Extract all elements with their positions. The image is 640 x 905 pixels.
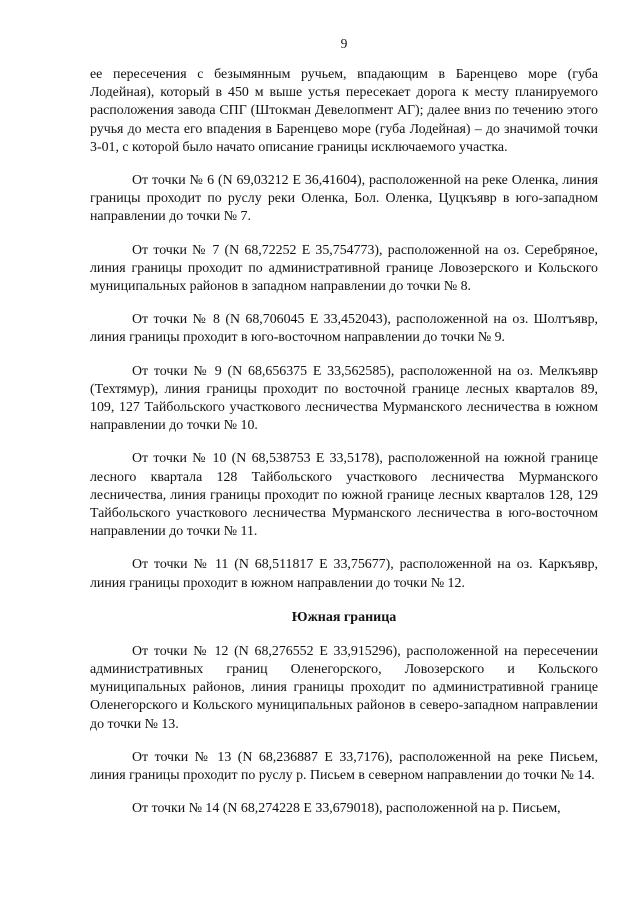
paragraph-point-13: От точки № 13 (N 68,236887 E 33,7176), расположенной на реке Письем, линия границы проходит по руслу р. Письем в северном направлении до точки № 14.: [90, 749, 598, 784]
paragraph-point-9: От точки № 9 (N 68,656375 E 33,562585), расположенной на оз. Мелкъявр (Техтямур), линия границы проходит по восточной границе лесных кварталов 89, 109, 127 Тайбольского участкового лесничества Мурманского лесничества в южном направлении до точки № 10.: [90, 363, 598, 434]
paragraph-point-6: От точки № 6 (N 69,03212 E 36,41604), расположенной на реке Оленка, линия границы проходит по руслу реки Оленка, Бол. Оленка, Цуцкъявр в юго-западном направлении до точки № 7.: [90, 173, 598, 225]
section-title-southern-border: Южная граница: [291, 609, 397, 625]
paragraph-point-12: От точки № 12 (N 68,276552 E 33,915296), расположенной на пересечении административных границ Оленегорского, Ловозерского и Кольского муниципальных районов, линия границы проходит по административной границе Оленегорского и Кольского муниципальных районов в северо-западном направлении до точки № 13.: [90, 643, 598, 732]
document-page: [90, 36, 598, 834]
paragraph-continuation: ее пересечения с безымянным ручьем, впадающим в Баренцево море (губа Лодейная), который в 450 м выше устья пересекает дорога к месту планируемого расположения завода СПГ (Штокман Девелопмент АГ); далее вниз по течению этого ручья до места его впадения в Баренцево море (губа Лодейная) – до значимой точки 3-01, с которой было начато описание границы исключаемого участка.: [90, 67, 598, 155]
paragraph-point-7: От точки № 7 (N 68,72252 E 35,754773), расположенной на оз. Серебряное, линия границы проходит по административной границе Ловозерского и Кольского муниципальных районов в западном направлении до точки № 8.: [90, 242, 598, 295]
page-number: 9: [340, 36, 348, 51]
paragraph-point-11: От точки № 11 (N 68,511817 E 33,75677), расположенной на оз. Каркъявр, линия границы проходит в южном направлении до точки № 12.: [90, 557, 598, 591]
paragraph-point-10: От точки № 10 (N 68,538753 E 33,5178), расположенной на южной границе лесного квартала 128 Тайбольского участкового лесничества Мурманского лесничества, линия границы проходит по южной границе лесных кварталов 128, 129 Тайбольского участкового лесничества Мурманского лесничества в юго-восточном направлении до точки № 11.: [90, 451, 598, 540]
paragraph-point-8: От точки № 8 (N 68,706045 E 33,452043), расположенной на оз. Шолтъявр, линия границы проходит в юго-восточном направлении до точки № 9.: [90, 312, 598, 346]
paragraph-point-14: От точки № 14 (N 68,274228 E 33,679018), расположенной на р. Письем,: [132, 801, 561, 817]
